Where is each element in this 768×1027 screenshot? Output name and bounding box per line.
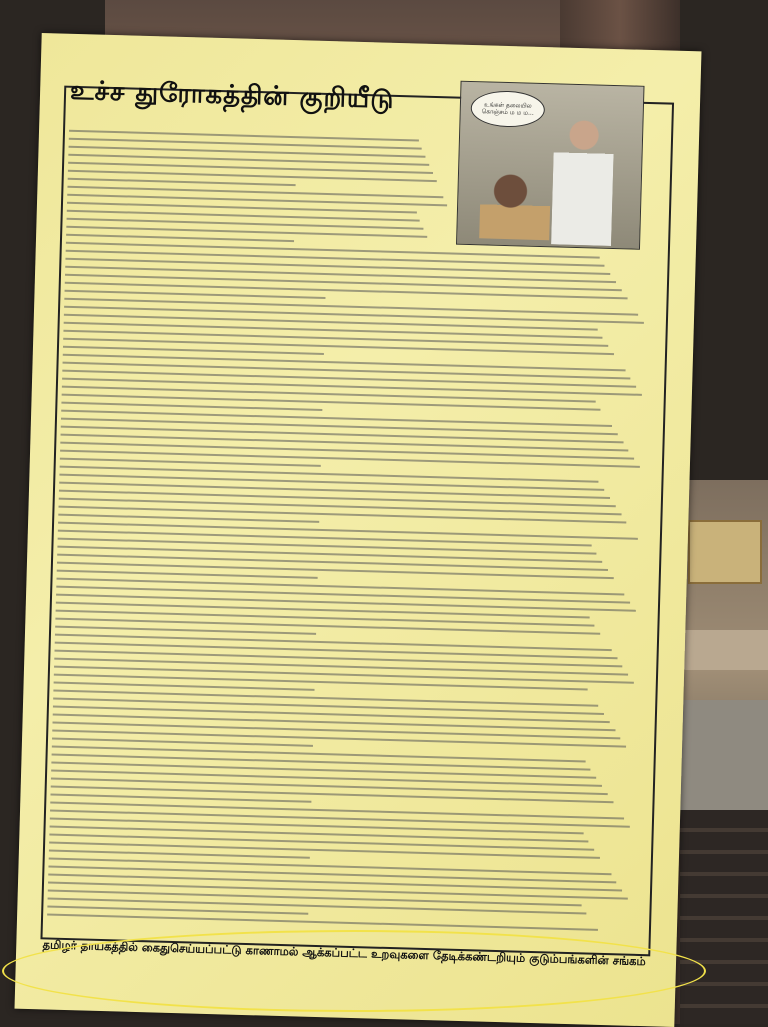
text-line — [65, 290, 326, 299]
text-line — [52, 730, 626, 748]
intro-paragraph — [66, 130, 449, 251]
text-line — [68, 178, 296, 186]
text-line — [50, 818, 583, 835]
text-line — [48, 897, 587, 914]
text-line — [59, 506, 627, 524]
text-line — [50, 826, 589, 843]
building-wall — [680, 630, 768, 670]
text-line — [64, 314, 597, 331]
article-body — [47, 242, 646, 938]
text-line — [64, 322, 603, 339]
text-line — [58, 538, 597, 555]
text-line — [65, 282, 627, 300]
organisation-name: தமிழர் தாயகத்தில் கைதுசெய்யப்பட்டு காணாமல் ஆக்கப்பட்ட உறவுகளை தேடிக்கண்டறியும் குடும்பங்களின் சங்கம் — [42, 937, 646, 969]
text-line — [55, 618, 600, 635]
text-line — [48, 889, 581, 906]
street-background — [680, 480, 768, 1024]
text-line — [52, 738, 313, 747]
text-line — [52, 754, 591, 771]
patient-figure — [479, 168, 551, 240]
text-line — [57, 570, 318, 579]
text-line — [57, 562, 614, 580]
road — [680, 700, 768, 810]
text-line — [55, 626, 316, 635]
text-line — [52, 746, 585, 763]
poster-sheet — [15, 33, 702, 1027]
text-line — [54, 674, 587, 691]
text-line — [60, 458, 321, 467]
text-line — [63, 338, 614, 355]
text-line — [61, 402, 322, 411]
text-line — [49, 841, 600, 858]
text-line — [60, 450, 640, 468]
text-line — [63, 346, 324, 355]
doctor-figure — [551, 114, 615, 246]
poster-title: உச்ச துரோகத்தின் குறியீடு — [69, 75, 395, 115]
highlight-ellipse — [2, 930, 706, 1012]
shop-sign — [688, 520, 762, 584]
text-line — [60, 466, 599, 483]
metal-railing — [680, 810, 768, 1024]
text-line — [54, 682, 315, 691]
text-line — [58, 514, 319, 523]
text-line — [58, 530, 591, 547]
text-line — [47, 905, 308, 914]
text-line — [50, 794, 311, 803]
text-line — [62, 394, 601, 411]
text-line — [56, 610, 595, 627]
text-line — [56, 602, 589, 619]
text-line — [49, 849, 310, 858]
text-line — [51, 786, 613, 804]
speech-bubble: உங்கள் தலையில கொஞ்சம் ம ம ம... — [470, 90, 545, 128]
text-line — [62, 386, 595, 403]
cartoon-photo — [456, 81, 645, 250]
